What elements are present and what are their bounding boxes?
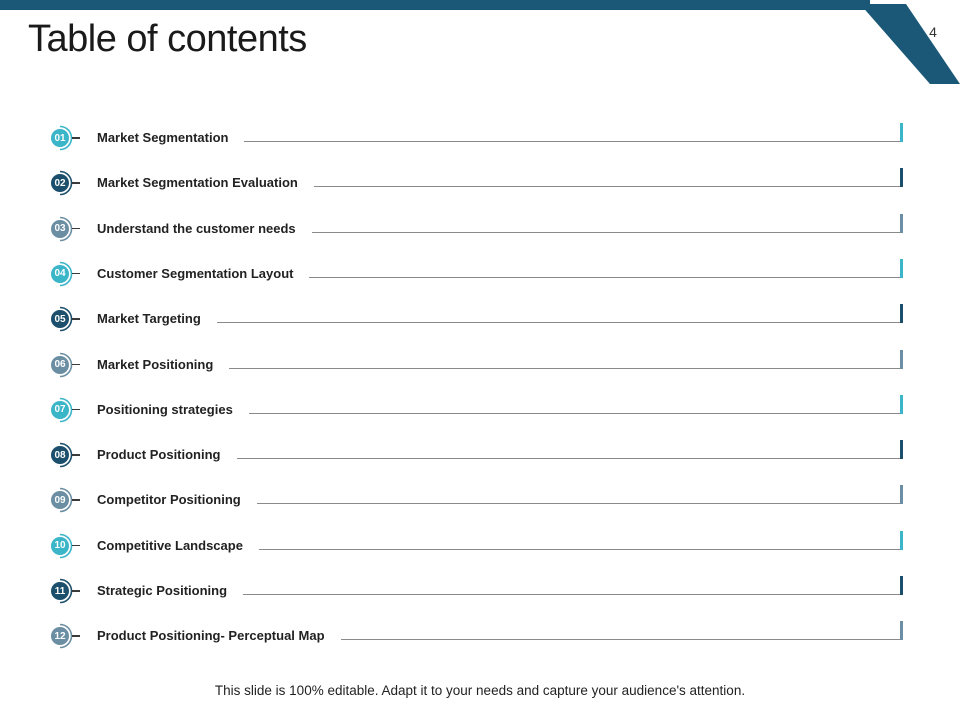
page-number: 4 <box>929 24 937 40</box>
item-label: Product Positioning- Perceptual Map <box>97 628 325 644</box>
number-badge <box>48 397 78 423</box>
line-end-cap <box>900 123 903 142</box>
footer-note: This slide is 100% editable. Adapt it to your needs and capture your audience's attention. <box>214 683 746 698</box>
toc-item[interactable] <box>0 214 960 244</box>
toc-item[interactable] <box>0 259 960 289</box>
toc-item[interactable] <box>0 168 960 198</box>
badge-connector <box>72 409 80 411</box>
badge-connector <box>72 273 80 275</box>
leader-line <box>259 549 901 550</box>
line-end-cap <box>900 259 903 278</box>
toc-item[interactable] <box>0 123 960 153</box>
toc-item[interactable] <box>0 621 960 651</box>
item-label: Competitive Landscape <box>97 537 243 553</box>
badge-connector <box>72 364 80 366</box>
badge-connector <box>72 545 80 547</box>
number-badge <box>48 487 78 513</box>
item-label: Market Positioning <box>97 356 214 372</box>
line-end-cap <box>900 214 903 233</box>
leader-line <box>257 503 901 504</box>
line-end-cap <box>900 350 903 369</box>
item-label: Market Segmentation Evaluation <box>97 175 298 191</box>
leader-line <box>244 141 901 142</box>
line-end-cap <box>900 440 903 459</box>
leader-line <box>312 232 901 233</box>
line-end-cap <box>900 485 903 504</box>
number-badge <box>48 216 78 242</box>
item-number: 04 <box>51 265 69 283</box>
badge-connector <box>72 454 80 456</box>
number-badge <box>48 533 78 559</box>
item-number: 05 <box>51 310 69 328</box>
badge-connector <box>72 137 80 139</box>
item-label: Strategic Positioning <box>97 583 228 598</box>
toc-item[interactable] <box>0 395 960 425</box>
toc-item[interactable] <box>0 350 960 380</box>
number-badge <box>48 578 78 604</box>
line-end-cap <box>900 576 903 595</box>
item-label: Market Targeting <box>97 311 201 327</box>
item-number: 03 <box>51 220 69 238</box>
item-number: 01 <box>51 129 69 147</box>
number-badge <box>48 170 78 196</box>
badge-connector <box>72 499 80 501</box>
item-label: Market Segmentation <box>97 130 229 145</box>
number-badge <box>48 261 78 287</box>
toc-item[interactable] <box>0 531 960 561</box>
item-number: 09 <box>51 491 69 509</box>
item-number: 02 <box>51 174 69 192</box>
line-end-cap <box>900 395 903 414</box>
item-number: 10 <box>51 537 69 555</box>
badge-connector <box>72 228 80 230</box>
badge-connector <box>72 318 80 320</box>
item-number: 07 <box>51 401 69 419</box>
line-end-cap <box>900 304 903 323</box>
number-badge <box>48 352 78 378</box>
number-badge <box>48 442 78 468</box>
item-label: Product Positioning <box>97 447 221 463</box>
toc-item[interactable] <box>0 485 960 515</box>
item-number: 08 <box>51 446 69 464</box>
item-number: 06 <box>51 356 69 374</box>
line-end-cap <box>900 621 903 640</box>
toc-item[interactable] <box>0 440 960 470</box>
leader-line <box>237 458 901 459</box>
leader-line <box>249 413 901 414</box>
leader-line <box>341 639 901 640</box>
leader-line <box>217 322 901 323</box>
item-label: Customer Segmentation Layout <box>97 265 294 281</box>
line-end-cap <box>900 168 903 187</box>
number-badge <box>48 306 78 332</box>
badge-connector <box>72 590 80 592</box>
slide-title: Table of contents <box>28 18 307 60</box>
line-end-cap <box>900 531 903 550</box>
item-label: Understand the customer needs <box>97 220 296 236</box>
leader-line <box>309 277 901 278</box>
item-label: Competitor Positioning <box>97 492 241 508</box>
number-badge <box>48 125 78 151</box>
item-number: 12 <box>51 627 69 645</box>
badge-connector <box>72 182 80 184</box>
number-badge <box>48 623 78 649</box>
leader-line <box>229 368 901 369</box>
leader-line <box>243 594 901 595</box>
toc-item[interactable] <box>0 304 960 334</box>
leader-line <box>314 186 901 187</box>
item-label: Positioning strategies <box>97 401 233 417</box>
item-number: 11 <box>51 582 69 600</box>
badge-connector <box>72 635 80 637</box>
toc-item[interactable] <box>0 576 960 606</box>
